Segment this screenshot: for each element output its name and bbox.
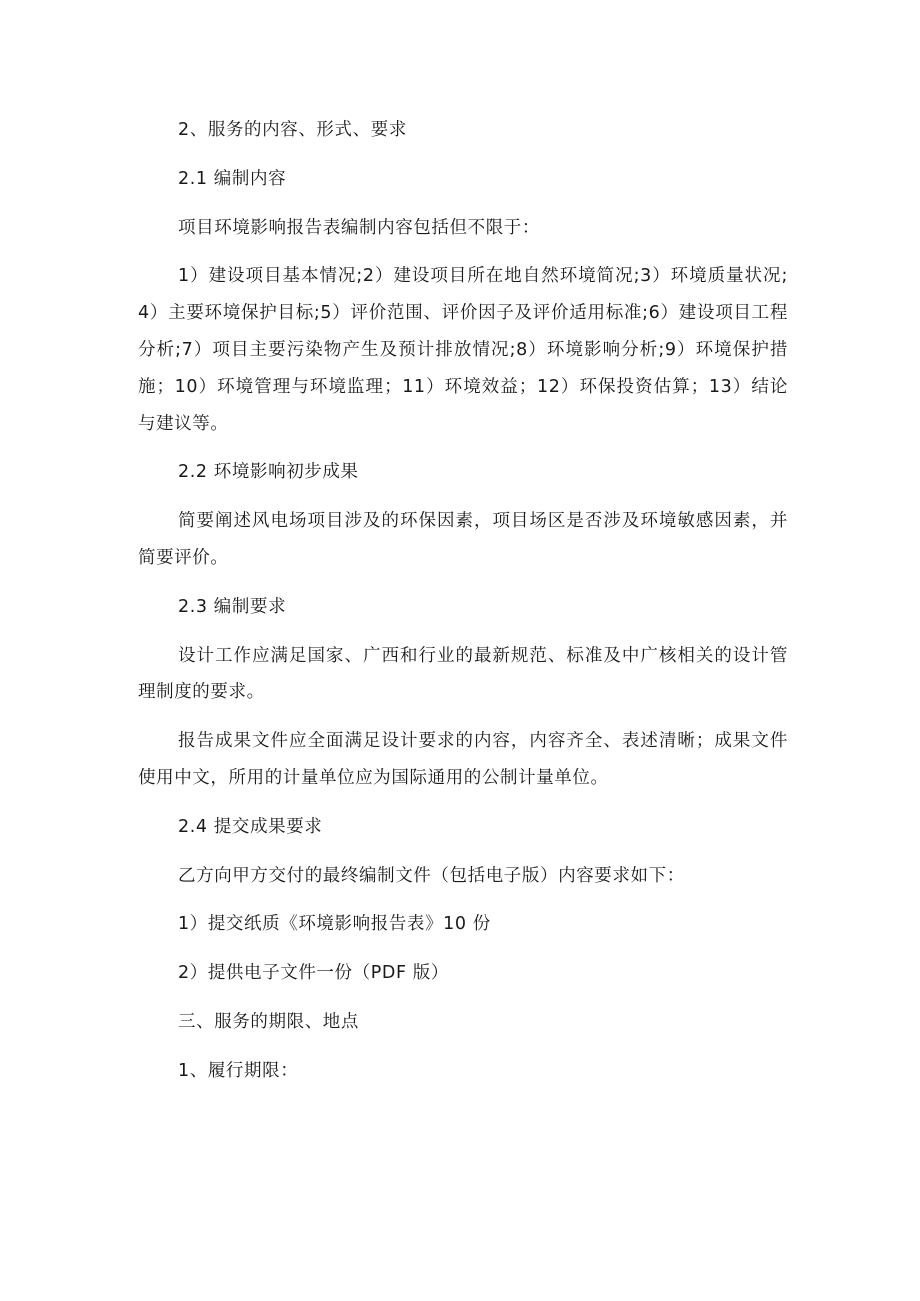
- subsection-heading-compilation-requirements: 2.3 编制要求: [178, 596, 287, 617]
- paragraph-deliverables-intro: 乙方向甲方交付的最终编制文件（包括电子版）内容要求如下：: [178, 865, 685, 886]
- paragraph-design-requirements: 设计工作应满足国家、广西和行业的最新规范、标准及中广核相关的设计管理制度的要求。: [138, 645, 788, 703]
- subsection-heading-submission-requirements: 2.4 提交成果要求: [178, 816, 323, 837]
- paragraph-content-list: 1）建设项目基本情况;2）建设项目所在地自然环境简况;3）环境质量状况;4）主要环境保护目标;5）评价范围、评价因子及评价适用标准;6）建设项目工程分析;7）项目主要污染物产生及预计排放情况;8）环境影响分析;9）环境保护措施；10）环境管理与环境监理；11）环境效益；12）环保投资估算；13）结论与建议等。: [138, 266, 788, 434]
- section-heading-service-term-location: 三、服务的期限、地点: [178, 1011, 359, 1032]
- subsection-heading-compilation-content: 2.1 编制内容: [178, 168, 287, 189]
- subsection-heading-preliminary-results: 2.2 环境影响初步成果: [178, 462, 359, 483]
- paragraph-report-requirements: 报告成果文件应全面满足设计要求的内容，内容齐全、表述清晰；成果文件使用中文，所用的计量单位应为国际通用的公制计量单位。: [138, 731, 788, 788]
- list-item-electronic-file: 2）提供电子文件一份（PDF 版）: [178, 963, 449, 984]
- paragraph-content-intro: 项目环境影响报告表编制内容包括但不限于：: [178, 217, 540, 238]
- document-body: [138, 112, 788, 1090]
- paragraph-preliminary-results: 简要阐述风电场项目涉及的环保因素，项目场区是否涉及环境敏感因素，并简要评价。: [138, 511, 788, 568]
- list-item-paper-copies: 1）提交纸质《环境影响报告表》10 份: [178, 914, 491, 935]
- section-heading-service-content: 2、服务的内容、形式、要求: [178, 120, 407, 140]
- subsection-heading-performance-period: 1、履行期限：: [178, 1060, 299, 1081]
